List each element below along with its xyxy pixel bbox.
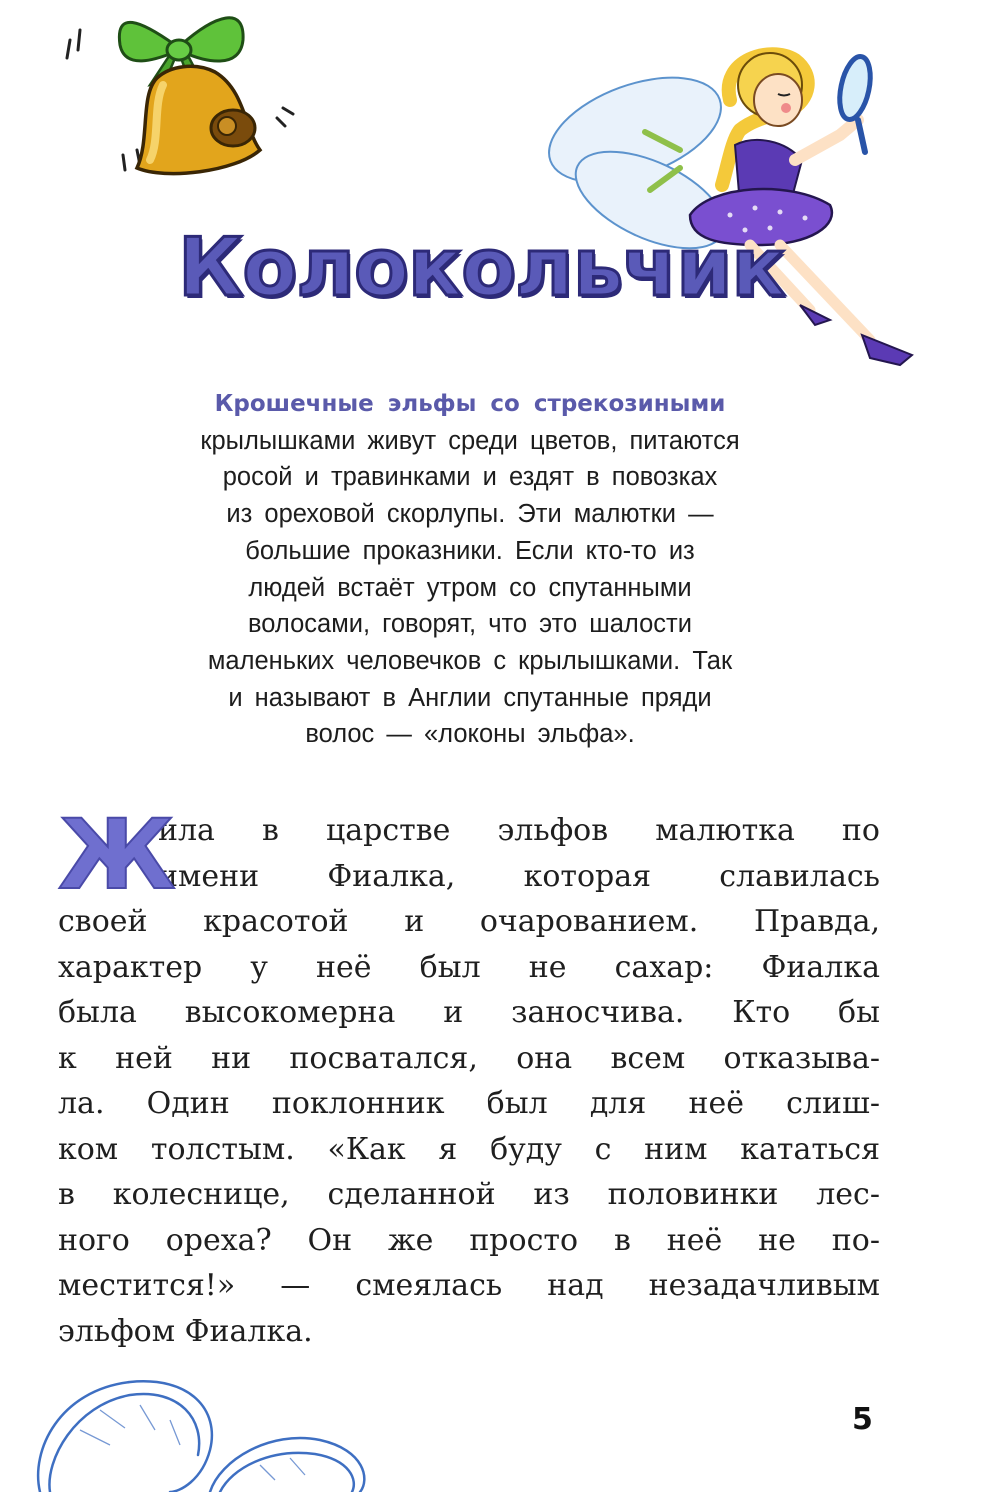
story-line: в колеснице, сделанной из половинки лес- (58, 1177, 880, 1212)
intro-line: большие проказники. Если кто-то из (245, 536, 695, 565)
intro-lead: Крошечные эльфы со стрекозиными (214, 391, 726, 417)
story-line: своей красотой и очарованием. Правда, (58, 904, 880, 939)
story-line: к ней ни посватался, она всем отказыва- (58, 1040, 880, 1076)
intro-line: волосами, говорят, что это шалости (248, 610, 692, 639)
intro-line: и называют в Англии спутанные пряди (228, 683, 712, 712)
story-line: имени Фиалка, которая славилась (158, 858, 880, 894)
chapter-title: Колокольчик (178, 221, 785, 314)
dragonfly-wings-sketch-icon (20, 1370, 380, 1492)
story-line: была высокомерна и заносчива. Кто бы (58, 995, 880, 1030)
intro-line: людей встаёт утром со спутанными (248, 573, 692, 602)
intro-line: маленьких человечков с крылышками. Так (207, 646, 733, 675)
story-line: ного ореха? Он же просто в неё не по- (58, 1222, 880, 1258)
intro-line: крылышками живут среди цветов, питаются (200, 426, 740, 455)
story-text (58, 799, 880, 1354)
story-line: местится!» — смеялась над незадачливым (58, 1268, 880, 1303)
fairy-with-mirror-icon (540, 40, 960, 400)
drop-cap: Ж (58, 799, 176, 911)
story-line: характер у неё был не сахар: Фиалка (58, 949, 880, 985)
story-line: эльфом Фиалка. (58, 1313, 313, 1349)
intro-line: из ореховой скорлупы. Эти малютки — (226, 500, 714, 529)
bell-with-bow-icon (45, 0, 315, 190)
intro-paragraph (150, 386, 790, 753)
story-line: ком толстым. «Как я буду с ним кататься (58, 1131, 880, 1167)
intro-line: волос — «локоны эльфа». (305, 720, 635, 749)
story-line: ла. Один поклонник был для неё слиш- (58, 1086, 880, 1121)
page-number: 5 (852, 1402, 873, 1437)
intro-line: росой и травинками и ездят в повозках (222, 463, 718, 492)
story-line: ила в царстве эльфов малютка по (158, 813, 880, 848)
